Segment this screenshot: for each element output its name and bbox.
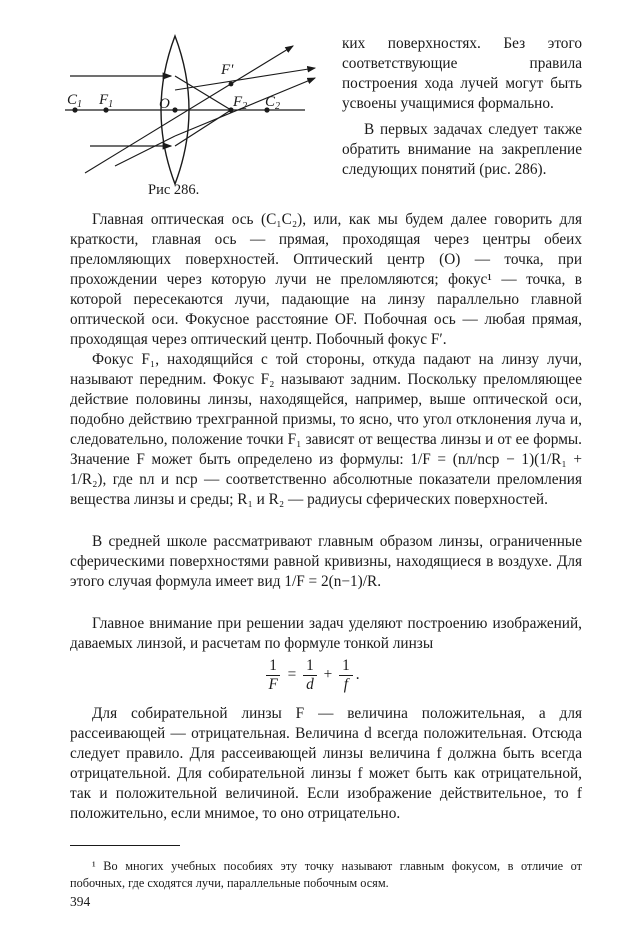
paragraph-sign-rule: Для собирательной линзы F — величина положительная, а для рассеивающей — отрицательная. Величина d всегда положительная. Отсюда следует правило. Для рассеивающей линзы величина f должна быть всегда отрицательной. Для собирательной линзы f может быть как отрицательной, так и положительной величиной. Если изображение действительное, то f положительно, если мнимое, то оно отрицательно. (70, 705, 582, 822)
paragraph-school: В средней школе рассматривают главным образом линзы, ограниченные сферическими поверхностями равной кривизны, находящиеся в воздухе. Для этого случая формула имеет вид 1/F = 2(n−1)/R. (70, 533, 582, 590)
label-c2: $C_2$ (265, 94, 281, 112)
footnote: ¹ Во многих учебных пособиях эту точку называют главным фокусом, в отличие от побочных, где сходятся лучи, параллельные побочным осям. (70, 859, 582, 890)
ray-upper-out (175, 76, 231, 110)
right-paragraph-1: ких поверхностях. Без этого соответствующие правила построения хода лучей могут быть усвоены учащимися формально. (342, 35, 582, 112)
right-paragraph-2: В первых задачах следует также обратить внимание на закрепление следующих понятий (рис. 286). (342, 121, 582, 178)
footnote-divider (70, 845, 180, 846)
figure-caption: Рис 286. (148, 182, 200, 198)
paragraph-focus: Фокус F₁, находящийся с той стороны, откуда падают на линзу лучи, называют передним. Фокус F₂ называют задним. Поскольку преломляющее действие половины линзы, находящейся, например, выше оптической оси, подобно действию трехгранной призмы, то ясно, что угол отклонения луча и, следовательно, положение точки F₁ зависят от вещества линзы и от ее формы. Значение F может быть определено из формулы: 1/F = (nл/nср − 1)(1/R₁ + 1/R₂), где nл и nср — соответственно абсолютные показатели преломления вещества линзы и среды; R₁ и R₂ — радиусы сферических поверхностей. (70, 351, 582, 508)
lens-ray-diagram (55, 28, 335, 186)
paragraph-definitions: Главная оптическая ось (C₁C₂), или, как мы будем далее говорить для краткости, главная ось — прямая, проходящая через центры обеих преломляющих поверхностей. Оптический центр (O) — точка, при прохождении через которую лучи не преломляются; фокус¹ — точка, в которой пересекаются лучи, падающие на линзу параллельно главной оптической оси. Фокусное расстояние OF. Побочная ось — любая прямая, проходящая через оптический центр. Побочный фокус F′. (70, 211, 582, 348)
ray-lower-out (175, 110, 231, 146)
thin-lens-formula: $\frac{1}{F}$ = $\frac{1}{d}$ + $\frac{1}{f}$ . (0, 657, 622, 694)
point-f-prime (229, 82, 234, 87)
label-o: O (159, 96, 170, 112)
label-c1: $C_1$ (67, 92, 83, 110)
page-number: 394 (70, 894, 91, 909)
right-column-text (342, 34, 582, 180)
label-f-prime: F' (221, 62, 234, 78)
point-o (172, 107, 177, 112)
label-f1: $F_1$ (99, 92, 114, 110)
paragraph-thin-lens: Главное внимание при решении задач уделяют построению изображений, даваемых линзой, и расчетам по формуле тонкой линзы (70, 615, 582, 652)
label-f2: $F_2$ (233, 94, 248, 112)
